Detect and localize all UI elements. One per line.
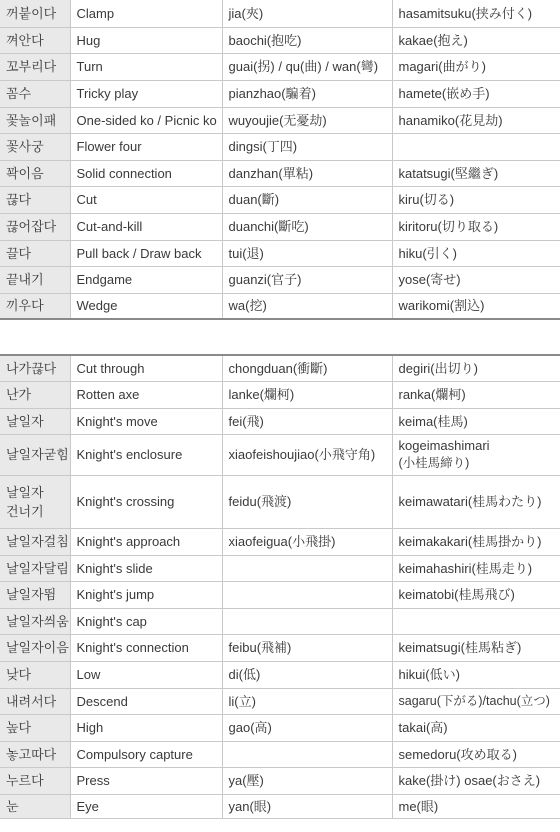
chinese-term: yan(眼) [222,794,392,818]
table-row [0,688,560,714]
table-row [0,767,560,794]
english-term: Low [70,661,222,688]
table-row [0,581,560,608]
korean-term: 날일자걸침 [0,528,70,555]
korean-term: 꼬부리다 [0,53,70,80]
korean-term: 꽃놀이패 [0,107,70,133]
glossary-table-bottom [0,354,560,819]
chinese-term [222,555,392,581]
english-term: Wedge [70,293,222,319]
chinese-term [222,741,392,767]
english-term: Endgame [70,266,222,293]
korean-term: 끌다 [0,240,70,266]
english-term: Compulsory capture [70,741,222,767]
english-term: Rotten axe [70,381,222,408]
korean-term: 끊어잡다 [0,213,70,240]
english-term: Knight's jump [70,581,222,608]
english-term: Knight's cap [70,608,222,634]
english-term: High [70,714,222,741]
korean-term: 끝내기 [0,266,70,293]
table-row [0,27,560,53]
japanese-term: hasamitsuku(挟み付く) [392,0,560,27]
chinese-term: wa(挖) [222,293,392,319]
chinese-term: tui(退) [222,240,392,266]
chinese-term: danzhan(單粘) [222,160,392,186]
korean-term: 끼우다 [0,293,70,319]
table-row [0,434,560,475]
english-term: Pull back / Draw back [70,240,222,266]
japanese-term: kiritoru(切り取る) [392,213,560,240]
chinese-term: xiaofeishoujiao(小飛守角) [222,434,392,475]
table-row [0,0,560,27]
chinese-term: fei(飛) [222,408,392,434]
japanese-term: keima(桂馬) [392,408,560,434]
english-term: Turn [70,53,222,80]
korean-term: 낮다 [0,661,70,688]
english-term: Knight's slide [70,555,222,581]
english-term: Cut-and-kill [70,213,222,240]
japanese-term: kiru(切る) [392,186,560,213]
japanese-term-line-2: (小桂馬締り) [398,456,470,470]
japanese-term: keimatsugi(桂馬粘ぎ) [392,634,560,661]
chinese-term: feibu(飛補) [222,634,392,661]
korean-term: 껴안다 [0,27,70,53]
korean-term: 꽃사궁 [0,133,70,160]
korean-term: 높다 [0,714,70,741]
table-row [0,608,560,634]
table-row [0,794,560,818]
japanese-term: yose(寄せ) [392,266,560,293]
table-row [0,634,560,661]
chinese-term: duan(斷) [222,186,392,213]
korean-term-line-2: 건너기 [6,503,44,519]
english-term: One-sided ko / Picnic ko [70,107,222,133]
table-row [0,741,560,767]
table-row [0,160,560,186]
table-row [0,107,560,133]
table-row [0,355,560,381]
chinese-term: li(立) [222,688,392,714]
korean-term: 날일자굳힘 [0,434,70,475]
chinese-term: guai(拐) / qu(曲) / wan(彎) [222,53,392,80]
table-row [0,528,560,555]
japanese-term: degiri(出切り) [392,355,560,381]
japanese-term [392,608,560,634]
english-term: Hug [70,27,222,53]
korean-term: 날일자씌움 [0,608,70,634]
japanese-term [392,434,560,475]
japanese-term: hamete(嵌め手) [392,80,560,107]
chinese-term: dingsi(丁四) [222,133,392,160]
korean-term: 누르다 [0,767,70,794]
korean-term: 꼼수 [0,80,70,107]
chinese-term: xiaofeigua(小飛掛) [222,528,392,555]
chinese-term: ya(壓) [222,767,392,794]
chinese-term: baochi(抱吃) [222,27,392,53]
japanese-term: warikomi(割込) [392,293,560,319]
japanese-term: keimahashiri(桂馬走り) [392,555,560,581]
japanese-term: kake(掛け) osae(おさえ) [392,767,560,794]
japanese-term: kakae(抱え) [392,27,560,53]
japanese-term: keimawatari(桂馬わたり) [392,475,560,528]
english-term: Cut through [70,355,222,381]
chinese-term [222,581,392,608]
japanese-term [392,133,560,160]
chinese-term: jia(夾) [222,0,392,27]
korean-term: 눈 [0,794,70,818]
table-row [0,408,560,434]
table-row [0,555,560,581]
table-row [0,661,560,688]
japanese-term: hikui(低い) [392,661,560,688]
english-term: Cut [70,186,222,213]
chinese-term: di(低) [222,661,392,688]
chinese-term: feidu(飛渡) [222,475,392,528]
korean-term: 꺼붙이다 [0,0,70,27]
table-row [0,714,560,741]
japanese-term: keimakakari(桂馬掛かり) [392,528,560,555]
japanese-term-line-1: kogeimashimari [398,438,490,453]
japanese-term: katatsugi(堅繼ぎ) [392,160,560,186]
korean-term: 놓고따다 [0,741,70,767]
chinese-term: duanchi(斷吃) [222,213,392,240]
japanese-term: magari(曲がり) [392,53,560,80]
table-row [0,475,560,528]
korean-term: 날일자 [0,408,70,434]
english-term: Eye [70,794,222,818]
english-term: Clamp [70,0,222,27]
korean-term: 내려서다 [0,688,70,714]
english-term: Knight's crossing [70,475,222,528]
english-term: Solid connection [70,160,222,186]
japanese-term: takai(高) [392,714,560,741]
chinese-term: guanzi(官子) [222,266,392,293]
table-row [0,186,560,213]
chinese-term: gao(高) [222,714,392,741]
english-term: Descend [70,688,222,714]
japanese-term: hiku(引く) [392,240,560,266]
chinese-term: pianzhao(騙着) [222,80,392,107]
chinese-term: chongduan(衝斷) [222,355,392,381]
korean-term: 날일자달림 [0,555,70,581]
table-row [0,133,560,160]
japanese-term: ranka(爛柯) [392,381,560,408]
japanese-term: me(眼) [392,794,560,818]
korean-term: 난가 [0,381,70,408]
japanese-term: semedoru(攻め取る) [392,741,560,767]
table-row [0,293,560,319]
japanese-term: sagaru(下がる)/tachu(立つ) [392,688,560,714]
english-term: Press [70,767,222,794]
korean-term: 날일자이음 [0,634,70,661]
table-row [0,53,560,80]
chinese-term [222,608,392,634]
english-term: Knight's enclosure [70,434,222,475]
glossary-table-top [0,0,560,320]
english-term: Knight's move [70,408,222,434]
korean-term [0,475,70,528]
english-term: Tricky play [70,80,222,107]
chinese-term: lanke(爛柯) [222,381,392,408]
english-term: Knight's connection [70,634,222,661]
korean-term: 끊다 [0,186,70,213]
table-row [0,266,560,293]
chinese-term: wuyoujie(无憂劫) [222,107,392,133]
korean-term: 날일자뜀 [0,581,70,608]
japanese-term: keimatobi(桂馬飛び) [392,581,560,608]
table-row [0,240,560,266]
english-term: Flower four [70,133,222,160]
korean-term-line-1: 날일자 [6,484,44,500]
japanese-term: hanamiko(花見劫) [392,107,560,133]
english-term: Knight's approach [70,528,222,555]
table-row [0,213,560,240]
korean-term: 나가끊다 [0,355,70,381]
table-row [0,80,560,107]
korean-term: 꽉이음 [0,160,70,186]
table-row [0,381,560,408]
